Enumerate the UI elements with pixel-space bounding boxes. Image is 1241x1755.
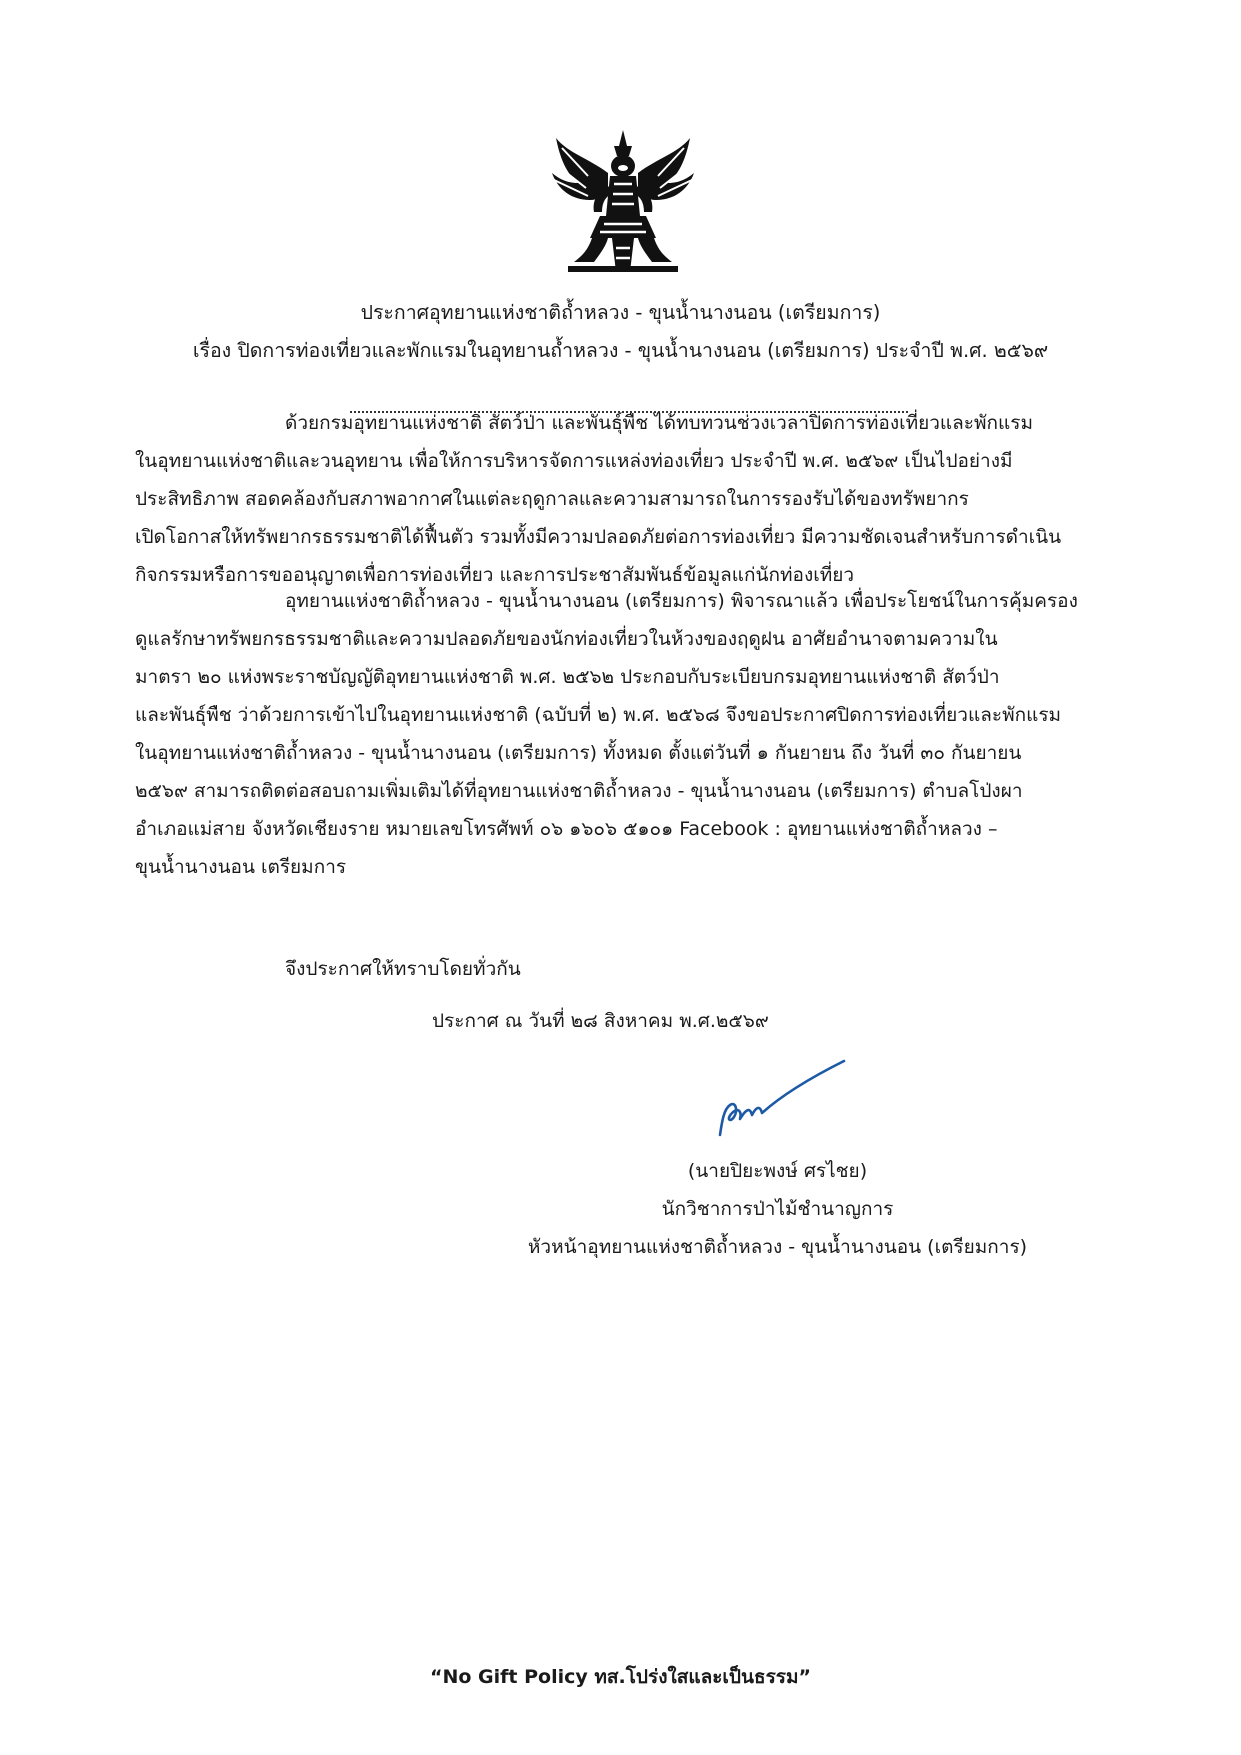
garuda-emblem-icon bbox=[548, 128, 698, 278]
paragraph-line: ขุนน้ำนางนอน เตรียมการ bbox=[135, 856, 347, 878]
paragraph-line: กิจกรรมหรือการขออนุญาตเพื่อการท่องเที่ยว และการประชาสัมพันธ์ข้อมูลแก่นักท่องเที่ยว bbox=[135, 564, 855, 586]
paragraph-line: ด้วยกรมอุทยานแห่งชาติ สัตว์ป่า และพันธุ์พืช ได้ทบทวนช่วงเวลาปิดการท่องเที่ยวและพักแรม bbox=[285, 412, 1034, 434]
paragraph-line: เปิดโอกาสให้ทรัพยากรธรรมชาติได้ฟื้นตัว รวมทั้งมีความปลอดภัยต่อการท่องเที่ยว มีความชัดเจนสำหรับการดำเนิน bbox=[135, 526, 1062, 548]
paragraph-line: อุทยานแห่งชาติถ้ำหลวง - ขุนน้ำนางนอน (เตรียมการ) พิจารณาแล้ว เพื่อประโยชน์ในการคุ้มครอง bbox=[285, 590, 1078, 612]
handwritten-signature bbox=[712, 1055, 852, 1145]
signer-position: นักวิชาการป่าไม้ชำนาญการ bbox=[661, 1198, 894, 1220]
announcement-title: ประกาศอุทยานแห่งชาติถ้ำหลวง - ขุนน้ำนางนอน (เตรียมการ) bbox=[360, 301, 881, 324]
announcement-date: ประกาศ ณ วันที่ ๒๘ สิงหาคม พ.ศ.๒๕๖๙ bbox=[432, 1010, 769, 1032]
closing-text: จึงประกาศให้ทราบโดยทั่วกัน bbox=[285, 958, 521, 980]
closing-statement bbox=[135, 950, 1115, 988]
paragraph-line: มาตรา ๒๐ แห่งพระราชบัญญัติอุทยานแห่งชาติ พ.ศ. ๒๕๖๒ ประกอบกับระเบียบกรมอุทยานแห่งชาติ สัตว์ป่า bbox=[135, 666, 1000, 688]
paragraph-line: ดูแลรักษาทรัพยกรธรรมชาติและความปลอดภัยของนักท่องเที่ยวในห้วงของฤดูฝน อาศัยอำนาจตามความใน bbox=[135, 628, 998, 650]
paragraph-line: ประสิทธิภาพ สอดคล้องกับสภาพอากาศในแต่ละฤดูกาลและความสามารถในการรองรับได้ของทรัพยากร bbox=[135, 488, 969, 510]
signer-role: หัวหน้าอุทยานแห่งชาติถ้ำหลวง - ขุนน้ำนางนอน (เตรียมการ) bbox=[527, 1236, 1028, 1258]
paragraph-1 bbox=[135, 404, 1115, 594]
paragraph-line: ในอุทยานแห่งชาติและวนอุทยาน เพื่อให้การบริหารจัดการแหล่งท่องเที่ยว ประจำปี พ.ศ. ๒๕๖๙ เป็นไปอย่างมี bbox=[135, 450, 1013, 472]
paragraph-line: อำเภอแม่สาย จังหวัดเชียงราย หมายเลขโทรศัพท์ ๐๖ ๑๖๐๖ ๕๑๐๑ Facebook : อุทยานแห่งชาติถ้ำหลวง – bbox=[135, 818, 998, 840]
signer-name: (นายปิยะพงษ์ ศรไชย) bbox=[687, 1160, 868, 1182]
announcement-subject: เรื่อง ปิดการท่องเที่ยวและพักแรมในอุทยานถ้ำหลวง - ขุนน้ำนางนอน (เตรียมการ) ประจำปี พ.ศ. ๒๕๖๙ bbox=[192, 339, 1049, 362]
paragraph-line: ๒๕๖๙ สามารถติดต่อสอบถามเพิ่มเติมได้ที่อุทยานแห่งชาติถ้ำหลวง - ขุนน้ำนางนอน (เตรียมการ) ตำบลโป่งผา bbox=[135, 780, 1023, 802]
paragraph-line: ในอุทยานแห่งชาติถ้ำหลวง - ขุนน้ำนางนอน (เตรียมการ) ทั้งหมด ตั้งแต่วันที่ ๑ กันยายน ถึง วันที่ ๓๐ กันยายน bbox=[135, 742, 1022, 764]
paragraph-2 bbox=[135, 582, 1115, 886]
footer-slogan: “No Gift Policy ทส.โปร่งใสและเป็นธรรม” bbox=[429, 1666, 811, 1688]
paragraph-line: และพันธุ์พืช ว่าด้วยการเข้าไปในอุทยานแห่งชาติ (ฉบับที่ ๒) พ.ศ. ๒๕๖๘ จึงขอประกาศปิดการท่องเที่ยวและพักแรม bbox=[135, 704, 1062, 726]
